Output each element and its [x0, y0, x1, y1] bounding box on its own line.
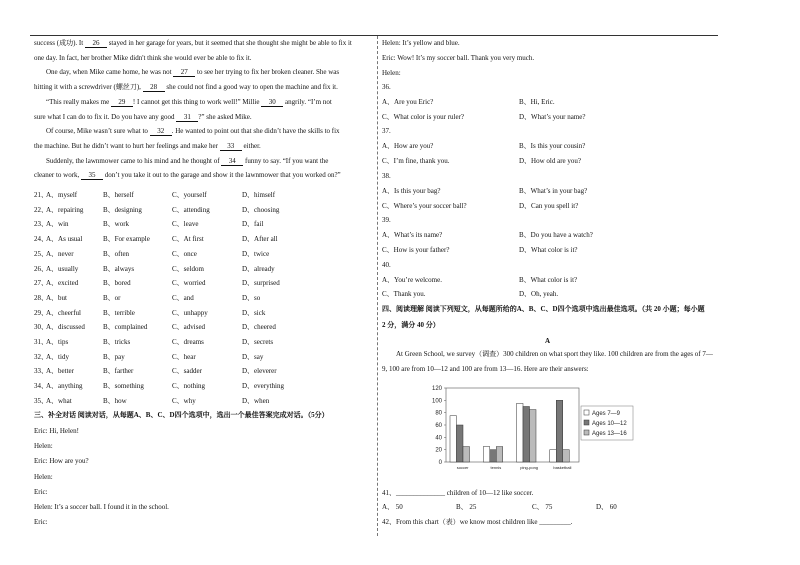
option-25-a[interactable]: A、never — [46, 249, 74, 258]
option-30-b[interactable]: B、complained — [103, 323, 148, 332]
y-tick-label: 40 — [435, 435, 442, 442]
bar-tennis-0 — [483, 447, 490, 462]
option-24-b[interactable]: B、For example — [103, 235, 150, 244]
legend-label: Ages 13—16 — [592, 431, 627, 437]
option-26-b[interactable]: B、always — [103, 264, 135, 273]
question-number: 38. — [382, 171, 391, 180]
q39-option-d[interactable]: D、What color is it? — [519, 245, 578, 254]
passage-text: cleaner to work, — [34, 171, 82, 180]
section4-title: 四、阅读理解 阅读下列短文，从每题所给的A、B、C、D四个选项中选出最佳选项。（共 20 小题；每小题 — [382, 305, 705, 313]
option-34-a[interactable]: A、anything — [46, 382, 83, 391]
dialogue-line: Eric: — [34, 518, 48, 527]
option-35-a[interactable]: A、what — [46, 396, 72, 405]
q37-option-d[interactable]: D、How old are you? — [519, 157, 582, 166]
question-number: 40. — [382, 260, 391, 269]
bar-soccer-0 — [450, 416, 457, 462]
option-34-b[interactable]: B、something — [103, 382, 144, 391]
option-22-c[interactable]: C、attending — [172, 205, 210, 214]
y-tick-label: 20 — [435, 447, 442, 454]
q40-option-c[interactable]: C、Thank you. — [382, 290, 426, 299]
bar-basketball-0 — [550, 450, 557, 462]
option-34-d[interactable]: D、everything — [242, 382, 284, 391]
blank-35: 35 — [81, 172, 103, 180]
passage-text: she could not find a good way to open the machine and fix it. — [164, 83, 338, 92]
bar-ping-pong-1 — [523, 407, 530, 463]
x-tick-label: soccer — [456, 465, 469, 470]
q38-option-c[interactable]: C、Where’s your soccer ball? — [382, 201, 467, 210]
q41-option-d[interactable]: D、 60 — [596, 503, 617, 511]
q41-option-a[interactable]: A、 50 — [382, 503, 403, 511]
option-number: 30、 — [34, 323, 48, 332]
option-28-a[interactable]: A、but — [46, 293, 67, 302]
sports-bar-chart — [424, 386, 644, 476]
blank-27: 27 — [173, 69, 195, 77]
option-29-a[interactable]: A、cheerful — [46, 308, 81, 317]
option-number: 34、 — [34, 382, 48, 391]
passage-text: the machine. But he didn’t want to hurt her feelings and make her — [34, 141, 220, 150]
q40-option-a[interactable]: A、You’re welcome. — [382, 275, 442, 284]
passage-text: hitting it with a screwdriver (螺丝刀), — [34, 83, 143, 92]
dialogue-line: Eric: — [34, 487, 48, 496]
option-32-c[interactable]: C、hear — [172, 352, 196, 361]
blank-30: 30 — [261, 99, 283, 107]
q41-option-c[interactable]: C、 75 — [532, 503, 553, 511]
option-number: 27、 — [34, 279, 48, 288]
q39-option-c[interactable]: C、How is your father? — [382, 245, 450, 254]
option-28-b[interactable]: B、or — [103, 293, 121, 302]
option-29-d[interactable]: D、sick — [242, 308, 266, 317]
x-tick-label: ping-pong — [520, 465, 539, 470]
passage-text: ?” she asked Mike. — [198, 112, 252, 121]
passage-line — [46, 69, 339, 77]
option-29-b[interactable]: B、terrible — [103, 308, 135, 317]
legend-label: Ages 7—9 — [592, 411, 621, 417]
y-tick-label: 80 — [435, 410, 442, 417]
option-33-a[interactable]: A、better — [46, 367, 74, 376]
dialogue-line: Helen: It’s a soccer ball. I found it in the school. — [34, 503, 169, 511]
y-tick-label: 0 — [438, 460, 442, 466]
blank-28: 28 — [143, 84, 165, 92]
y-tick-label: 60 — [435, 423, 442, 429]
y-tick-label: 100 — [431, 398, 442, 405]
passage-line — [46, 158, 328, 166]
top-rule — [30, 35, 718, 36]
legend-swatch — [584, 420, 589, 425]
passage-text: success (成功). It — [34, 39, 85, 47]
column-divider — [377, 36, 378, 536]
option-number: 24、 — [34, 235, 48, 244]
option-22-b[interactable]: B、designing — [103, 205, 142, 214]
passage-text: Suddenly, the lawnmower came to his mind and he thought of — [46, 156, 222, 165]
q37-option-a[interactable]: A、How are you? — [382, 142, 434, 151]
passage-line — [46, 128, 340, 136]
passage-text: one day. In fact, her brother Mike didn't think she would ever be able to fix it. — [34, 53, 252, 62]
passage-line — [34, 40, 352, 48]
blank-26: 26 — [85, 40, 107, 48]
option-number: 23、 — [34, 220, 48, 229]
option-21-a[interactable]: A、myself — [46, 191, 78, 199]
bar-tennis-1 — [490, 450, 497, 462]
bar-tennis-2 — [496, 447, 503, 462]
y-tick-label: 120 — [431, 386, 442, 392]
q37-option-b[interactable]: B、Is this your cousin? — [519, 142, 586, 151]
option-23-c[interactable]: C、leave — [172, 220, 199, 229]
option-29-c[interactable]: C、unhappy — [172, 308, 208, 317]
passage-text: angrily. “I’m not — [283, 97, 332, 106]
option-number: 25、 — [34, 249, 48, 258]
option-32-a[interactable]: A、tidy — [46, 352, 69, 361]
q39-option-a[interactable]: A、What’s its name? — [382, 231, 443, 240]
option-26-a[interactable]: A、usually — [46, 264, 79, 273]
option-25-d[interactable]: D、twice — [242, 249, 270, 258]
option-27-d[interactable]: D、surprised — [242, 279, 280, 288]
passage-line — [34, 114, 252, 122]
passage-text: Of course, Mike wasn’t sure what to — [46, 127, 150, 136]
passage-text: “This really makes me — [46, 97, 111, 106]
bar-ping-pong-2 — [530, 410, 537, 462]
option-22-d[interactable]: D、choosing — [242, 205, 280, 214]
passage-text: funny to say. “If you want the — [243, 156, 329, 165]
option-30-a[interactable]: A、discussed — [46, 323, 85, 332]
dialogue-line: Helen: — [34, 472, 53, 481]
blank-33: 33 — [220, 143, 242, 151]
passage-line — [34, 84, 338, 92]
option-number: 21、 — [34, 191, 48, 199]
option-24-a[interactable]: A、As usual — [46, 235, 83, 244]
passage-line: At Green School, we survey（调查）300 children on what sport they like. 100 children are from the ages of 7— — [396, 350, 713, 358]
q39-option-b[interactable]: B、Do you have a watch? — [519, 231, 593, 240]
section4-title-cont: 2 分，满分 40 分） — [382, 321, 440, 329]
option-31-c[interactable]: C、dreams — [172, 338, 204, 346]
bar-basketball-2 — [563, 450, 570, 462]
option-number: 33、 — [34, 367, 48, 376]
blank-32: 32 — [150, 128, 172, 136]
passage-text: stayed in her garage for years, but it seemed that she thought she might be able to fix it — [106, 39, 352, 47]
passage-text: to see her trying to fix her broken cleaner. She was — [195, 68, 340, 77]
x-tick-label: tennis — [490, 465, 502, 470]
q36-option-a[interactable]: A、Are you Eric? — [382, 98, 434, 106]
passage-line — [34, 55, 252, 62]
option-26-c[interactable]: C、seldom — [172, 264, 204, 273]
q38-option-d[interactable]: D、Can you spell it? — [519, 201, 579, 210]
option-22-a[interactable]: A、repairing — [46, 205, 84, 214]
option-21-c[interactable]: C、yourself — [172, 191, 207, 199]
bar-basketball-1 — [556, 400, 563, 462]
option-34-c[interactable]: C、nothing — [172, 382, 206, 391]
option-31-b[interactable]: B、tricks — [103, 338, 131, 346]
question-42: 42、From this chart（表）we know most children like _________. — [382, 518, 573, 526]
option-31-d[interactable]: D、secrets — [242, 338, 274, 346]
blank-29: 29 — [111, 99, 133, 107]
option-21-b[interactable]: B、herself — [103, 191, 134, 199]
dialogue-line: Eric: Hi, Helen! — [34, 427, 79, 435]
bar-soccer-1 — [457, 425, 464, 462]
option-32-b[interactable]: B、pay — [103, 352, 125, 361]
option-27-a[interactable]: A、excited — [46, 279, 79, 288]
passage-text: either. — [241, 141, 261, 150]
question-number: 36. — [382, 83, 391, 91]
option-26-d[interactable]: D、already — [242, 264, 275, 273]
passage-text: ! I cannot get this thing to work well!” Millie — [132, 97, 262, 106]
question-number: 37. — [382, 127, 391, 136]
option-number: 29、 — [34, 308, 48, 317]
bar-ping-pong-0 — [517, 403, 524, 462]
passage-label: A — [545, 337, 551, 345]
option-21-d[interactable]: D、himself — [242, 191, 276, 199]
passage-line — [46, 99, 332, 107]
option-number: 28、 — [34, 293, 48, 302]
option-35-b[interactable]: B、how — [103, 396, 127, 405]
dialogue-line: Eric: Wow! It’s my soccer ball. Thank you very much. — [382, 54, 535, 63]
option-23-d[interactable]: D、fail — [242, 220, 264, 229]
q37-option-c[interactable]: C、I’m fine, thank you. — [382, 157, 450, 166]
dialogue-line: Eric: How are you? — [34, 457, 89, 466]
section3-title: 三、补全对话 阅读对话，从每题A、B、C、D四个选项中，选出一个最佳答案完成对话。（5分） — [34, 411, 329, 419]
option-number: 35、 — [34, 396, 48, 405]
passage-text: . He wanted to point out that she didn’t have the skills to fix — [171, 127, 340, 136]
option-33-b[interactable]: B、farther — [103, 367, 134, 376]
option-31-a[interactable]: A、tips — [46, 338, 69, 346]
option-23-a[interactable]: A、win — [46, 220, 69, 229]
option-number: 31、 — [34, 338, 48, 346]
option-30-d[interactable]: D、cheered — [242, 323, 276, 332]
bar-soccer-2 — [463, 447, 470, 462]
q36-option-d[interactable]: D、What’s your name? — [519, 112, 586, 121]
question-41: 41、______________ children of 10—12 like soccer. — [382, 489, 534, 497]
dialogue-line: Helen: It’s yellow and blue. — [382, 39, 460, 47]
passage-text: don’t you take it out to the garage and show it the lawnmower that you worked on?” — [103, 171, 341, 180]
question-number: 39. — [382, 216, 391, 225]
option-33-c[interactable]: C、sadder — [172, 367, 202, 376]
option-35-d[interactable]: D、when — [242, 396, 270, 405]
q36-option-b[interactable]: B、Hi, Eric. — [519, 98, 555, 106]
q36-option-c[interactable]: C、What color is your ruler? — [382, 112, 465, 121]
q41-option-b[interactable]: B、 25 — [456, 503, 477, 511]
option-23-b[interactable]: B、work — [103, 220, 130, 229]
blank-31: 31 — [176, 114, 198, 122]
option-35-c[interactable]: C、why — [172, 396, 196, 405]
option-number: 32、 — [34, 352, 48, 361]
option-number: 22、 — [34, 205, 48, 214]
passage-line — [34, 143, 261, 151]
option-25-c[interactable]: C、once — [172, 249, 197, 258]
passage-line: 9, 100 are from 10—12 and 100 are from 13—16. Here are their answers: — [382, 365, 589, 373]
option-28-c[interactable]: C、and — [172, 293, 194, 302]
option-27-c[interactable]: C、worried — [172, 279, 206, 288]
q40-option-b[interactable]: B、What color is it? — [519, 275, 578, 284]
option-24-c[interactable]: C、At first — [172, 235, 204, 244]
option-32-d[interactable]: D、say — [242, 352, 264, 361]
option-30-c[interactable]: C、advised — [172, 323, 206, 332]
legend-swatch — [584, 430, 589, 435]
option-24-d[interactable]: D、After all — [242, 235, 278, 244]
legend-label: Ages 10—12 — [592, 421, 627, 427]
dialogue-line: Helen: — [34, 442, 53, 451]
q40-option-d[interactable]: D、Oh, yeah. — [519, 290, 559, 299]
x-tick-label: basketball — [553, 465, 572, 470]
option-27-b[interactable]: B、bored — [103, 279, 131, 288]
option-28-d[interactable]: D、so — [242, 293, 261, 302]
q38-option-b[interactable]: B、What’s in your bag? — [519, 186, 588, 195]
passage-text: One day, when Mike came home, he was not — [46, 68, 174, 77]
option-number: 26、 — [34, 264, 48, 273]
legend-swatch — [584, 410, 589, 415]
passage-text: sure what I can do to fix it. Do you have any good — [34, 112, 177, 121]
option-33-d[interactable]: D、eleverer — [242, 367, 277, 376]
blank-34: 34 — [221, 158, 243, 166]
option-25-b[interactable]: B、often — [103, 249, 130, 258]
q38-option-a[interactable]: A、Is this your bag? — [382, 186, 441, 195]
dialogue-line: Helen: — [382, 69, 401, 78]
passage-line — [34, 172, 341, 180]
